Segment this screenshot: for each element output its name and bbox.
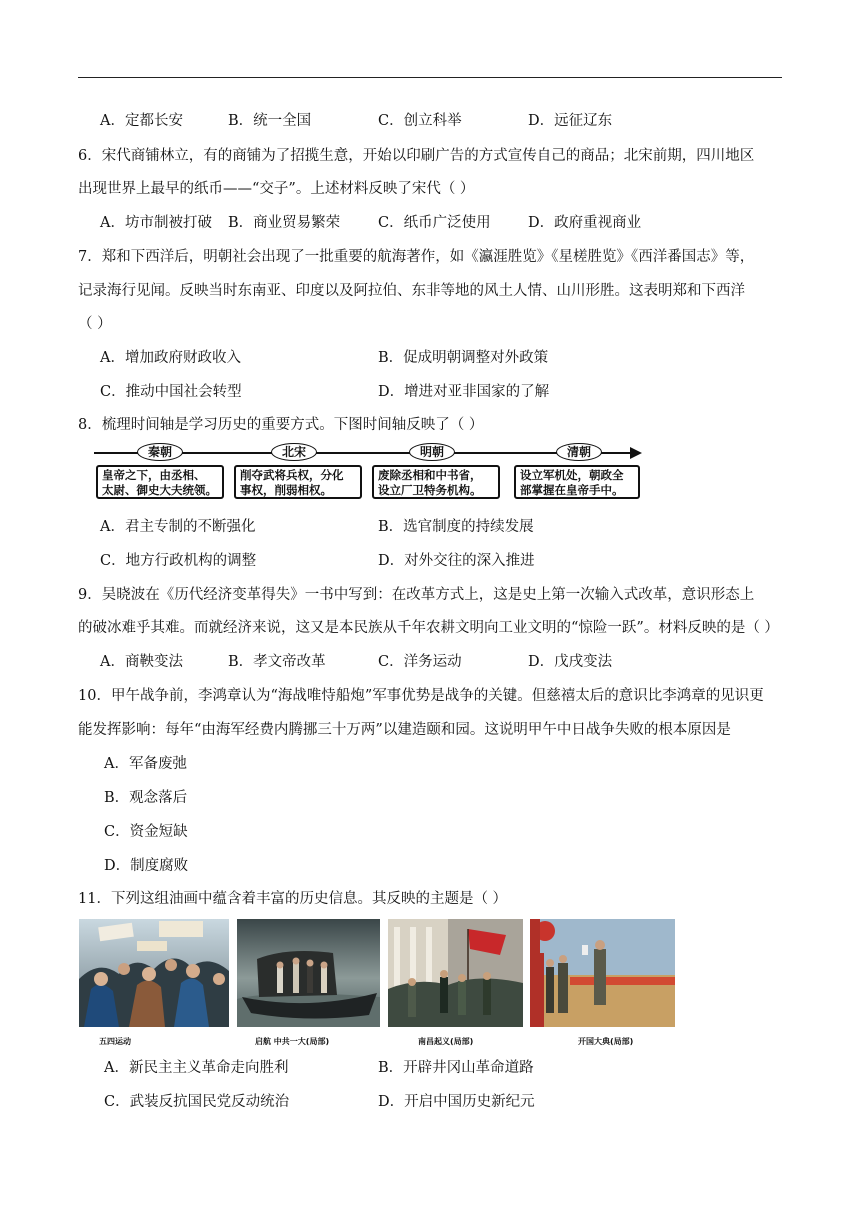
q11-option-b: B．开辟井冈山革命道路 [378,1060,534,1076]
timeline-card-qing [514,465,640,499]
q8-option-d: D．对外交往的深入推进 [378,553,535,569]
q7-stem-line2: 记录海行见闻。反映当时东南亚、印度以及阿拉伯、东非等地的风土人情、山川形胜。这表明郑和下西洋 [78,283,745,299]
q6-stem-line2: 出现世界上最早的纸币——“交子”。上述材料反映了宋代（ ） [78,181,475,197]
timeline-label-qin: 秦朝 [137,443,183,461]
timeline-card-qing-text1: 设立军机处，朝政全 [520,468,624,482]
q9-option-c: C．洋务运动 [378,654,462,670]
q5-option-a: A．定都长安 [100,113,183,129]
q9-option-a: A．商鞅变法 [100,654,183,670]
q8-option-a: A．君主专制的不断强化 [100,519,256,535]
q7-option-c: C．推动中国社会转型 [100,384,242,400]
q7-option-a: A．增加政府财政收入 [100,350,241,366]
q5-option-d: D．远征辽东 [528,113,613,129]
q7-stem-line3: （ ） [78,316,112,332]
caption-nanchang: 南昌起义(局部) [418,1037,474,1046]
timeline-card-qin [96,465,224,499]
q11-option-a: A．新民主主义革命走向胜利 [104,1060,289,1076]
caption-founding-ceremony: 开国大典(局部) [578,1037,634,1046]
q6-stem-line1: 6．宋代商铺林立，有的商铺为了招揽生意，开始以印刷广告的方式宣传自己的商品；北宋前期，四川地区 [78,148,755,164]
q10-option-c: C．资金短缺 [104,824,188,840]
q10-stem-line2: 能发挥影响：每年“由海军经费内腾挪三十万两”以建造颐和园。这说明甲午中日战争失败的根本原因是 [78,722,731,738]
q10-option-b: B．观念落后 [104,790,188,806]
timeline-card-qin-text1: 皇帝之下，由丞相、 [102,468,206,482]
q8-option-b: B．选官制度的持续发展 [378,519,534,535]
timeline-card-beisong-text2: 事权，削弱相权。 [240,483,332,497]
q10-option-a: A．军备废弛 [104,756,187,772]
painting-founding-ceremony [530,919,675,1027]
q10-stem-line1: 10．甲午战争前，李鸿章认为“海战唯恃船炮”军事优势是战争的关键。但慈禧太后的意识比李鸿章的见识更 [78,688,764,704]
q6-option-a: A．坊市制被打破 [100,215,212,231]
q6-option-d: D．政府重视商业 [528,215,642,231]
q9-option-b: B．孝文帝改革 [228,654,326,670]
q8-option-c: C．地方行政机构的调整 [100,553,257,569]
q7-option-b: B．促成明朝调整对外政策 [378,350,549,366]
q6-option-b: B．商业贸易繁荣 [228,215,341,231]
painting-may-fourth [79,919,229,1027]
timeline-card-qing-text2: 部掌握在皇帝手中。 [520,483,624,497]
q11-option-c: C．武装反抗国民党反动统治 [104,1094,290,1110]
q9-stem-line1: 9．吴晓波在《历代经济变革得失》一书中写到：在改革方式上，这是史上第一次输入式改革，意识形态上 [78,587,755,603]
timeline-label-ming: 明朝 [409,443,455,461]
q9-option-d: D．戊戌变法 [528,654,613,670]
timeline-card-ming-text2: 设立厂卫特务机构。 [378,483,482,497]
timeline-card-ming [372,465,500,499]
q6-option-c: C．纸币广泛使用 [378,215,491,231]
q11-option-d: D．开启中国历史新纪元 [378,1094,535,1110]
painting-nanchang [388,919,523,1027]
timeline-card-beisong-text1: 削夺武将兵权，分化 [240,468,344,482]
timeline-card-ming-text1: 废除丞相和中书省， [378,468,482,482]
q5-option-c: C．创立科举 [378,113,462,129]
timeline-label-beisong: 北宋 [271,443,317,461]
q5-option-b: B．统一全国 [228,113,312,129]
q7-option-d: D．增进对亚非国家的了解 [378,384,550,400]
timeline-card-beisong [234,465,362,499]
caption-may-fourth: 五四运动 [99,1037,131,1046]
painting-qihang [237,919,380,1027]
caption-qihang: 启航 中共一大(局部) [255,1037,330,1046]
timeline-card-qin-text2: 太尉、御史大夫统领。 [102,483,217,497]
q10-option-d: D．制度腐败 [104,858,189,874]
header-rule [78,77,782,78]
timeline-arrow-icon [630,447,642,459]
q9-stem-line2: 的破冰难乎其难。而就经济来说，这又是本民族从千年农耕文明向工业文明的“惊险一跃”。材料反映的是（ ） [78,620,779,636]
q11-stem: 11．下列这组油画中蕴含着丰富的历史信息。其反映的主题是（ ） [78,891,508,907]
q7-stem-line1: 7．郑和下西洋后，明朝社会出现了一批重要的航海著作，如《瀛涯胜览》《星槎胜览》《西洋番国志》等， [78,249,755,265]
q8-stem: 8．梳理时间轴是学习历史的重要方式。下图时间轴反映了（ ） [78,417,484,433]
timeline-label-qing: 清朝 [556,443,602,461]
